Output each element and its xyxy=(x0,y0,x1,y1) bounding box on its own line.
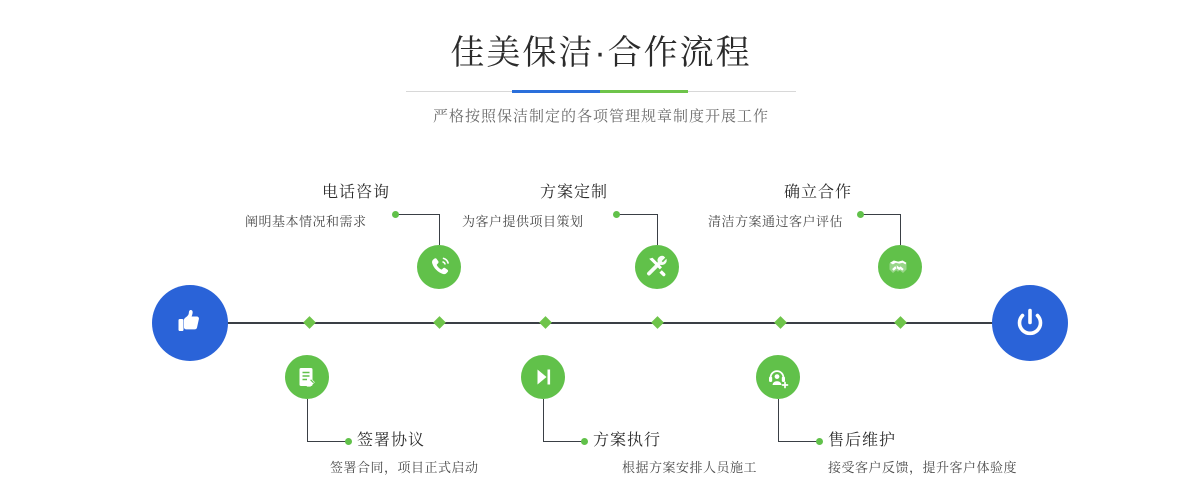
connector-plan-execute-horizontal xyxy=(543,441,585,442)
connector-dot xyxy=(857,211,864,218)
step-label-after-sales: 售后维护 xyxy=(828,432,897,449)
connector-dot xyxy=(816,438,823,445)
step-label-phone-consult: 电话咨询 xyxy=(321,184,390,201)
connector-sign-agreement-vertical xyxy=(307,399,308,441)
handshake-icon xyxy=(887,254,913,280)
connector-establish-cooperation-vertical xyxy=(900,214,901,245)
connector-plan-customize-horizontal xyxy=(616,214,658,215)
step-label-sign-agreement: 签署协议 xyxy=(357,432,426,449)
connector-phone-consult-horizontal xyxy=(395,214,440,215)
axis-marker xyxy=(433,316,446,329)
step-icon-phone-consult[interactable] xyxy=(417,245,461,289)
axis-marker xyxy=(894,316,907,329)
axis-marker xyxy=(303,316,316,329)
divider-accent-green xyxy=(600,90,688,93)
axis-marker xyxy=(539,316,552,329)
connector-establish-cooperation-horizontal xyxy=(860,214,901,215)
page-title: 佳美保洁·合作流程 xyxy=(450,34,752,72)
connector-phone-consult-vertical xyxy=(439,214,440,245)
power-icon xyxy=(1010,303,1050,343)
connector-dot xyxy=(613,211,620,218)
axis-marker xyxy=(651,316,664,329)
connector-plan-execute-vertical xyxy=(543,399,544,441)
step-label-plan-customize: 方案定制 xyxy=(539,184,608,201)
document-edit-icon xyxy=(295,365,319,389)
timeline-end-badge xyxy=(992,285,1068,361)
connector-plan-customize-vertical xyxy=(657,214,658,245)
step-icon-sign-agreement[interactable] xyxy=(285,355,329,399)
axis-marker xyxy=(774,316,787,329)
connector-dot xyxy=(581,438,588,445)
connector-after-sales-vertical xyxy=(778,399,779,441)
step-desc-after-sales: 接受客户反馈，提升客户体验度 xyxy=(828,460,1018,475)
step-desc-plan-execute: 根据方案安排人员施工 xyxy=(622,460,758,475)
thumbs-up-icon xyxy=(170,303,210,343)
step-desc-phone-consult: 阐明基本情况和需求 xyxy=(245,214,367,229)
process-timeline xyxy=(0,150,1202,490)
step-icon-after-sales[interactable] xyxy=(756,355,800,399)
step-desc-sign-agreement: 签署合同，项目正式启动 xyxy=(330,460,479,475)
tools-icon xyxy=(644,254,670,280)
connector-sign-agreement-horizontal xyxy=(307,441,349,442)
step-label-plan-execute: 方案执行 xyxy=(593,432,662,449)
step-desc-establish-cooperation: 清洁方案通过客户评估 xyxy=(708,214,844,229)
step-icon-establish-cooperation[interactable] xyxy=(878,245,922,289)
title-divider xyxy=(406,90,796,93)
timeline-start-badge xyxy=(152,285,228,361)
step-label-establish-cooperation: 确立合作 xyxy=(783,184,852,201)
divider-accent-blue xyxy=(512,90,600,93)
play-next-icon xyxy=(531,365,555,389)
page-header xyxy=(0,30,1202,126)
phone-ring-icon xyxy=(426,254,452,280)
step-icon-plan-customize[interactable] xyxy=(635,245,679,289)
connector-dot xyxy=(345,438,352,445)
page-subtitle: 严格按照保洁制定的各项管理规章制度开展工作 xyxy=(432,108,769,125)
step-desc-plan-customize: 为客户提供项目策划 xyxy=(462,214,584,229)
connector-dot xyxy=(392,211,399,218)
connector-after-sales-horizontal xyxy=(778,441,820,442)
support-agent-icon xyxy=(766,365,790,389)
step-icon-plan-execute[interactable] xyxy=(521,355,565,399)
